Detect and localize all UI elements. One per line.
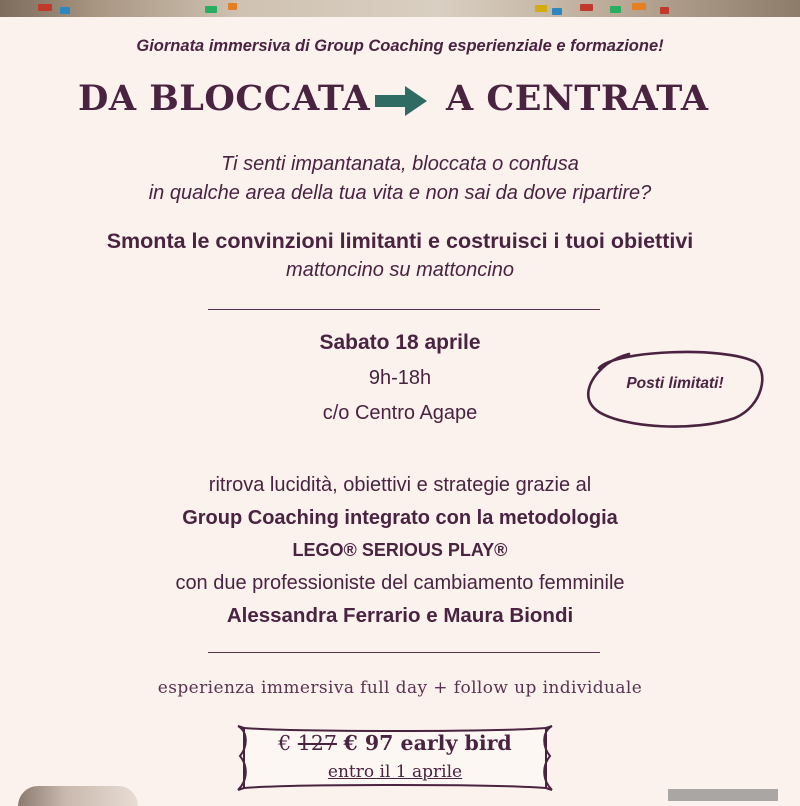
coach-photo-right [668,789,778,801]
badge-label: Posti limitati! [626,375,724,392]
limited-seats-badge [585,346,765,428]
headline-left: DA BLOCCATA [78,78,371,119]
event-date: Sabato 18 aprile [319,331,481,354]
event-hours: 9h-18h [368,367,432,389]
early-bird-price: € 97 early bird [343,731,512,755]
early-bird-deadline: entro il 1 aprile [327,762,463,782]
question-line-1: Ti senti impantanata, bloccata o confusa [221,153,579,175]
experience-note: esperienza immersiva full day + follow up individuale [157,678,643,698]
arrow-right-icon [373,84,429,118]
headline-right: A CENTRATA [446,78,709,119]
question-line-2: in qualche area della tua vita e non sai da dove ripartire? [148,182,652,204]
intro-question [0,150,800,208]
old-price: 127 [297,731,337,755]
description-line-4: con due professioniste del cambiamento femminile [175,572,625,594]
headline [0,78,800,126]
price-line [234,731,556,755]
coach-photo-left [18,786,138,806]
description-line-3: LEGO® SERIOUS PLAY® [292,540,508,560]
divider-bottom [208,652,600,653]
coaches-names: Alessandra Ferrario e Maura Biondi [226,604,574,627]
description-line-2: Group Coaching integrato con la metodologia [182,507,618,529]
tagline-sub: mattoncino su mattoncino [286,259,514,281]
divider-top [208,309,600,310]
event-subtitle: Giornata immersiva di Group Coaching esperienziale e formazione! [136,37,664,55]
description-line-1: ritrova lucidità, obiettivi e strategie grazie al [208,474,592,496]
header-photo [0,0,800,17]
event-venue: c/o Centro Agape [322,402,478,424]
tagline: Smonta le convinzioni limitanti e costruisci i tuoi obiettivi [106,229,694,253]
old-currency: € [278,731,292,755]
